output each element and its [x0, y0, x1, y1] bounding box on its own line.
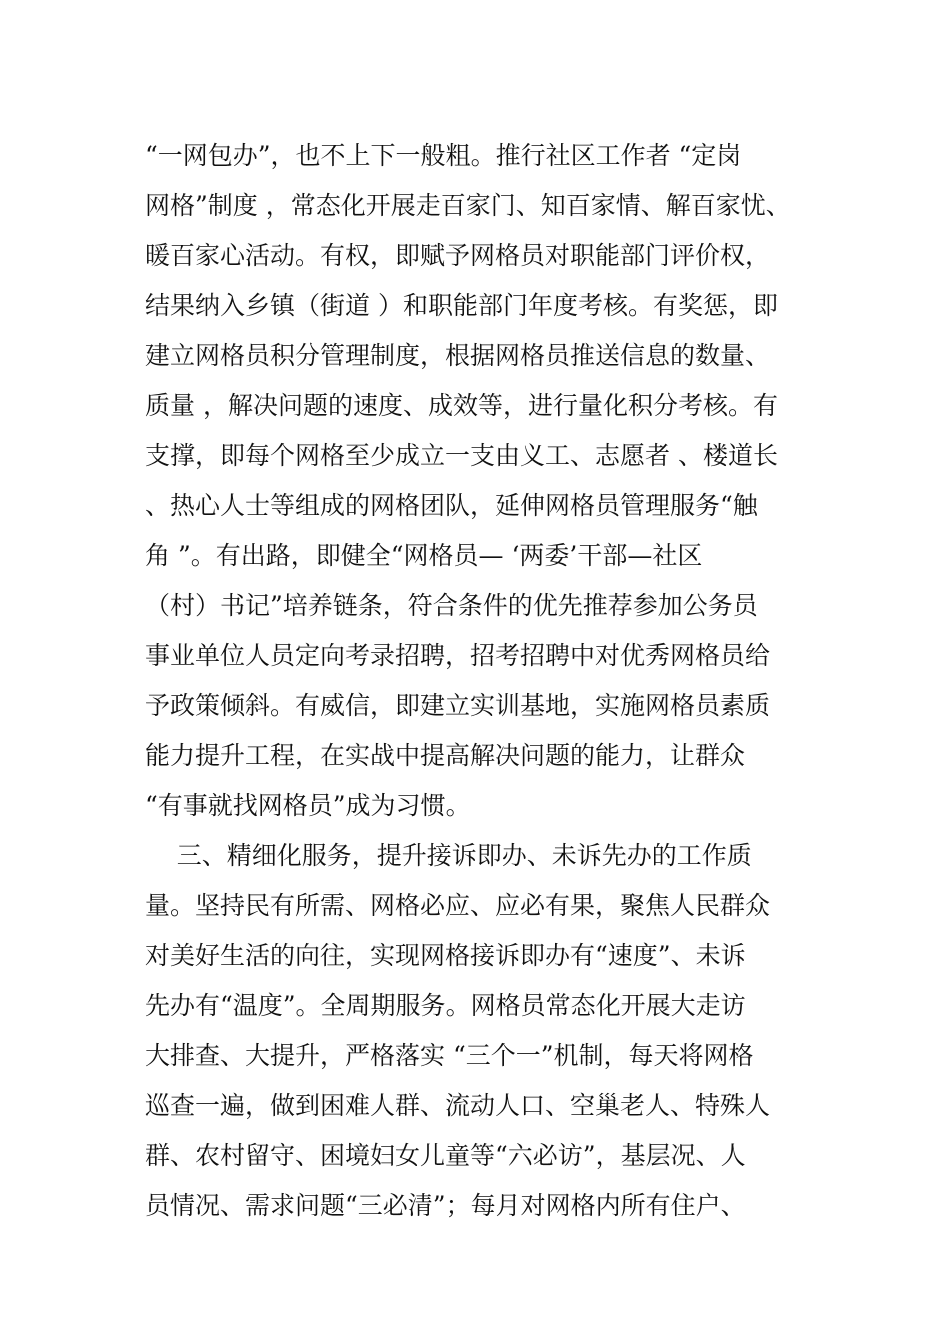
text-line-3: 暖百家心活动。有权，即赋予网格员对职能部门评价权，	[145, 241, 771, 270]
text-line-9: 角 ”。有出路，即健全“网格员— ‘两委’干部—社区	[145, 541, 703, 570]
text-line-13: 能力提升工程，在实战中提高解决问题的能力，让群众	[145, 741, 746, 770]
text-line-10: （村）书记”培养链条，符合条件的优先推荐参加公务员	[145, 591, 758, 620]
text-line-17: 对美好生活的向往，实现网格接诉即办有“速度”、未诉	[145, 941, 746, 970]
text-line-8: 、热心人士等组成的网格团队，延伸网格员管理服务“触	[145, 491, 758, 520]
text-line-11: 事业单位人员定向考录招聘，招考招聘中对优秀网格员给	[145, 641, 771, 670]
text-line-16: 量。坚持民有所需、网格必应、应必有果，聚焦人民群众	[145, 891, 771, 920]
text-line-2: 网格”制度 ，常态化开展走百家门、知百家情、解百家忧、	[145, 191, 791, 220]
document-body	[145, 131, 825, 1231]
text-line-6: 质量 ，解决问题的速度、成效等，进行量化积分考核。有	[145, 391, 778, 420]
text-line-18: 先办有“温度”。全周期服务。网格员常态化开展大走访	[145, 991, 746, 1020]
text-line-1: “一网包办”，也不上下一般粗。推行社区工作者 “定岗	[145, 141, 742, 170]
text-line-7: 支撑，即每个网格至少成立一支由义工、志愿者 、楼道长	[145, 441, 778, 470]
text-line-21: 群、农村留守、困境妇女儿童等“六必访”，基层况、人	[145, 1141, 746, 1170]
text-line-19: 大排查、大提升，严格落实 “三个一”机制，每天将网格	[145, 1041, 754, 1070]
text-line-20: 巡查一遍，做到困难人群、流动人口、空巢老人、特殊人	[145, 1091, 771, 1120]
paragraph-start-line: 三、精细化服务，提升接诉即办、未诉先办的工作质	[145, 841, 752, 870]
text-line-4: 结果纳入乡镇（街道 ）和职能部门年度考核。有奖惩，即	[145, 291, 778, 320]
text-line-5: 建立网格员积分管理制度，根据网格员推送信息的数量、	[145, 341, 771, 370]
text-line-22: 员情况、需求问题“三必清”；每月对网格内所有住户、	[145, 1191, 746, 1220]
text-line-12: 予政策倾斜。有威信，即建立实训基地，实施网格员素质	[145, 691, 771, 720]
text-line-14: “有事就找网格员”成为习惯。	[145, 791, 471, 820]
